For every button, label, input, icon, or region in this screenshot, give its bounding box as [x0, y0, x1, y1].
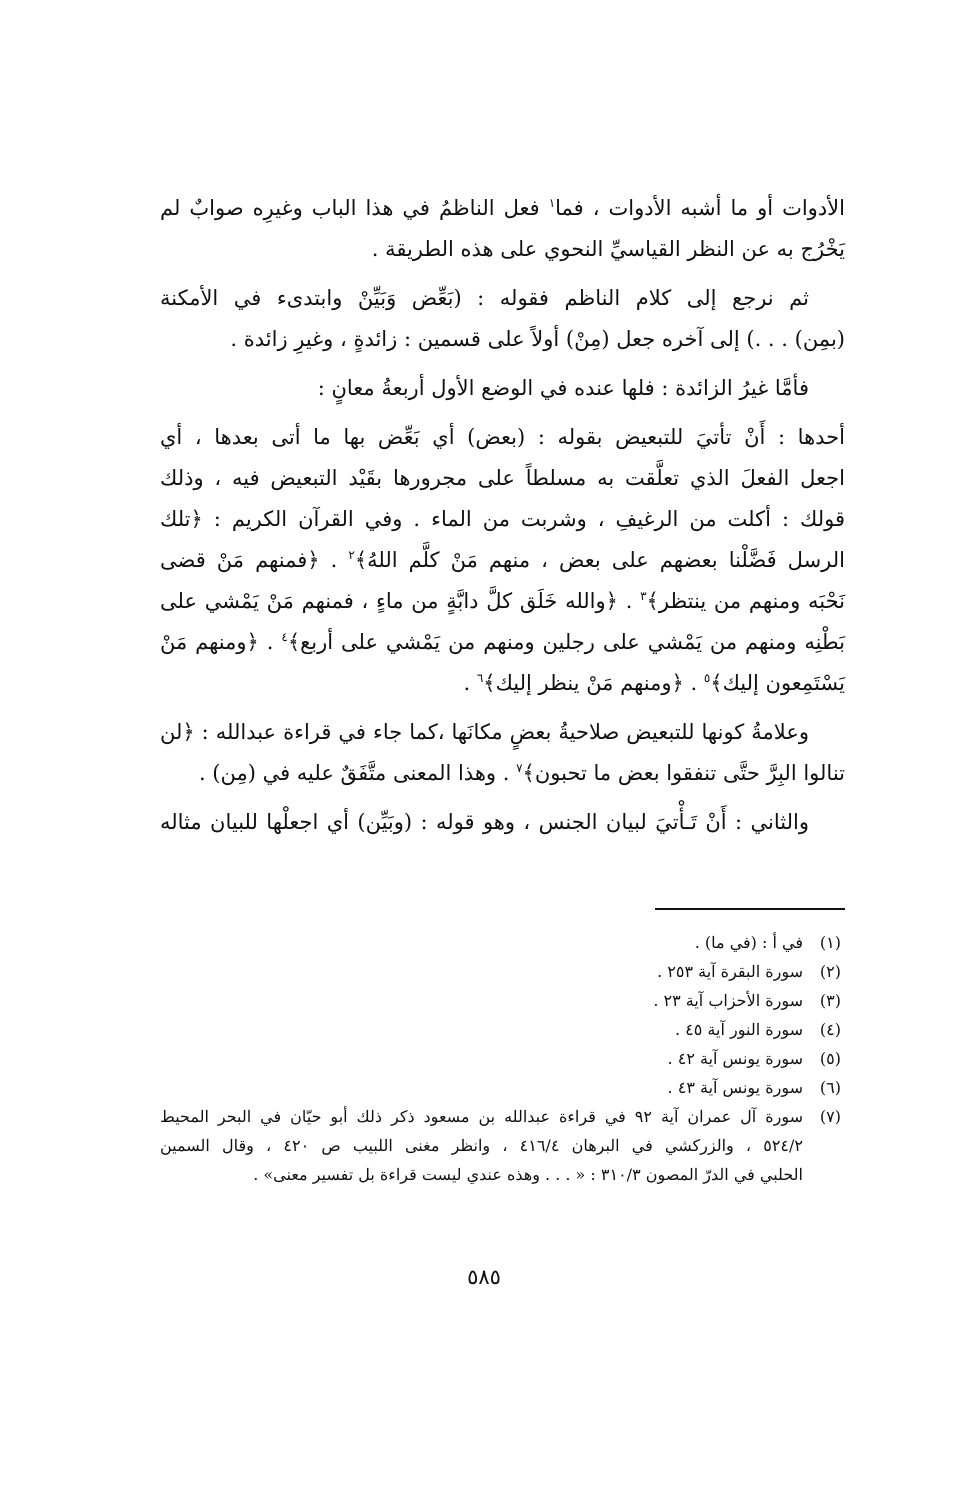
- text-segment: يَسْتَمِعون إليك﴾: [710, 671, 845, 695]
- text-line: قولك : أكلت من الرغيفِ ، وشربت من الماء . وفي القرآن الكريم : ﴿تلك: [160, 507, 845, 531]
- paragraph-3: [160, 368, 845, 409]
- paragraph-5: [160, 712, 845, 794]
- paragraph-4: [160, 417, 845, 704]
- text-line: يَخْرُج به عن النظر القياسيِّ النحوي على هذه الطريقة .: [371, 237, 845, 261]
- paragraph-6: [160, 802, 845, 843]
- footnote-separator: [655, 908, 845, 910]
- text-line: [160, 581, 845, 622]
- text-segment: . ﴿ومنهم مَنْ ينظر إليك﴾: [483, 671, 704, 695]
- text-line: فأمَّا غيرُ الزائدة : فلها عنده في الوضع الأول أربعةُ معانٍ :: [317, 376, 809, 400]
- footnote-text: [160, 957, 803, 986]
- footnote-1: [160, 928, 845, 957]
- footnote-line: سورة الأحزاب آية ٢٣ .: [653, 991, 803, 1010]
- text-line: والثاني : أَنْ تَـأْتيَ لبيان الجنس ، وهو قوله : (وبَيِّن) أي اجعلْها للبيان مثاله: [160, 810, 809, 834]
- footnote-ref: ٦: [476, 671, 484, 685]
- footnote-number: (٦): [819, 1078, 841, 1097]
- main-text: [160, 188, 845, 851]
- footnote-number: (٧): [819, 1107, 841, 1126]
- footnote-ref: ٤: [281, 630, 288, 644]
- text-segment: تنالوا البِرَّ حتَّى تنفقوا بعض ما تحبون﴾: [522, 761, 845, 785]
- footnote-text: [160, 1073, 803, 1102]
- text-segment: نَحْبَه ومنهم من ينتظر﴾: [646, 589, 845, 613]
- footnote-text: [160, 928, 803, 957]
- footnotes: [160, 928, 845, 1189]
- footnote-text: [160, 1015, 803, 1044]
- footnote-ref: ٢: [348, 548, 355, 562]
- text-segment: الأدوات أو ما أشبه الأدوات ، فما: [555, 196, 845, 220]
- text-line: [160, 622, 845, 663]
- text-segment: . ﴿والله خَلَق كلَّ دابَّةٍ من ماءٍ ، فمنهم مَنْ يَمْشي على: [160, 589, 641, 613]
- text-segment: .: [463, 671, 477, 695]
- page-number: ٥٨٥: [467, 1265, 501, 1289]
- footnote-line: سورة يونس آية ٤٢ .: [667, 1049, 803, 1068]
- text-line: [160, 663, 845, 704]
- text-line: [160, 540, 845, 581]
- paragraph-1: [160, 188, 845, 270]
- footnote-5: [160, 1044, 845, 1073]
- text-line: أحدها : أَنْ تأتيَ للتبعيض بقوله : (بعض) أي بَعِّض بها ما أتى بعدها ، أي: [160, 425, 845, 449]
- footnote-ref: ١: [548, 196, 556, 210]
- footnote-line: سورة آل عمران آية ٩٢ في قراءة عبدالله بن مسعود ذكر ذلك أبو حيّان في البحر المحيط: [160, 1107, 803, 1126]
- paragraph-2: [160, 278, 845, 360]
- text-line: [160, 753, 845, 794]
- text-line: (بمِن) . . .) إلى آخره جعل (مِنْ) أولاً على قسمين : زائدةٍ ، وغيرِ زائدة .: [230, 327, 845, 351]
- footnote-line: في أ : (في ما) .: [694, 933, 803, 952]
- footnote-text: [160, 1102, 803, 1189]
- footnote-number: (٥): [819, 1049, 841, 1068]
- text-line: اجعل الفعلَ الذي تعلَّقت به مسلطاً على مجرورها بقَيْد التبعيض فيه ، وذلك: [160, 466, 845, 490]
- footnote-line: سورة البقرة آية ٢٥٣ .: [657, 962, 803, 981]
- text-segment: الرسل فَضَّلْنا بعضهم على بعض ، منهم مَنْ كلَّم اللهُ﴾: [354, 548, 846, 572]
- footnote-number: (٣): [819, 991, 841, 1010]
- footnote-line: سورة النور آية ٤٥ .: [674, 1020, 803, 1039]
- text-segment: . ﴿ومنهم مَنْ: [160, 630, 282, 654]
- text-line: ثم نرجع إلى كلام الناظم فقوله : (بَعِّض وَبَيِّنْ وابتدىء في الأمكنة: [160, 286, 809, 310]
- text-segment: . ﴿فمنهم مَنْ قضى: [160, 548, 349, 572]
- footnote-6: [160, 1073, 845, 1102]
- footnote-number: (١): [819, 933, 841, 952]
- footnote-number: (٢): [819, 962, 841, 981]
- footnote-3: [160, 986, 845, 1015]
- footnote-line: سورة يونس آية ٤٣ .: [667, 1078, 803, 1097]
- footnote-2: [160, 957, 845, 986]
- footnote-4: [160, 1015, 845, 1044]
- footnote-ref: ٧: [516, 761, 523, 775]
- text-line: [160, 188, 845, 229]
- footnote-line: ٥٢٤/٢ ، والزركشي في البرهان ٤١٦/٤ ، وانظر مغنى اللبيب ص ٤٢٠ ، وقال السمين: [160, 1136, 803, 1155]
- footnote-text: [160, 1044, 803, 1073]
- text-line: وعلامةُ كونها للتبعيض صلاحيةُ بعضٍ مكانَها ،كما جاء في قراءة عبدالله : ﴿لن: [160, 720, 809, 744]
- footnote-ref: ٥: [703, 671, 711, 685]
- text-segment: . وهذا المعنى متَّفَقٌ عليه في (مِن) .: [198, 761, 517, 785]
- footnote-text: [160, 986, 803, 1015]
- footnote-line: الحلبي في الدرّ المصون ٣١٠/٣ : « . . . وهذه عندي ليست قراءة بل تفسير معنى» .: [253, 1165, 803, 1184]
- footnote-ref: ٣: [640, 589, 647, 603]
- footnote-number: (٤): [819, 1020, 841, 1039]
- footnote-7: [160, 1102, 845, 1189]
- text-segment: بَطْنِه ومنهم من يَمْشي على رجلين ومنهم من يَمْشي على أربع﴾: [287, 630, 845, 654]
- text-segment: فعل الناظمُ في هذا الباب وغيرِه صوابٌ لم: [160, 196, 549, 220]
